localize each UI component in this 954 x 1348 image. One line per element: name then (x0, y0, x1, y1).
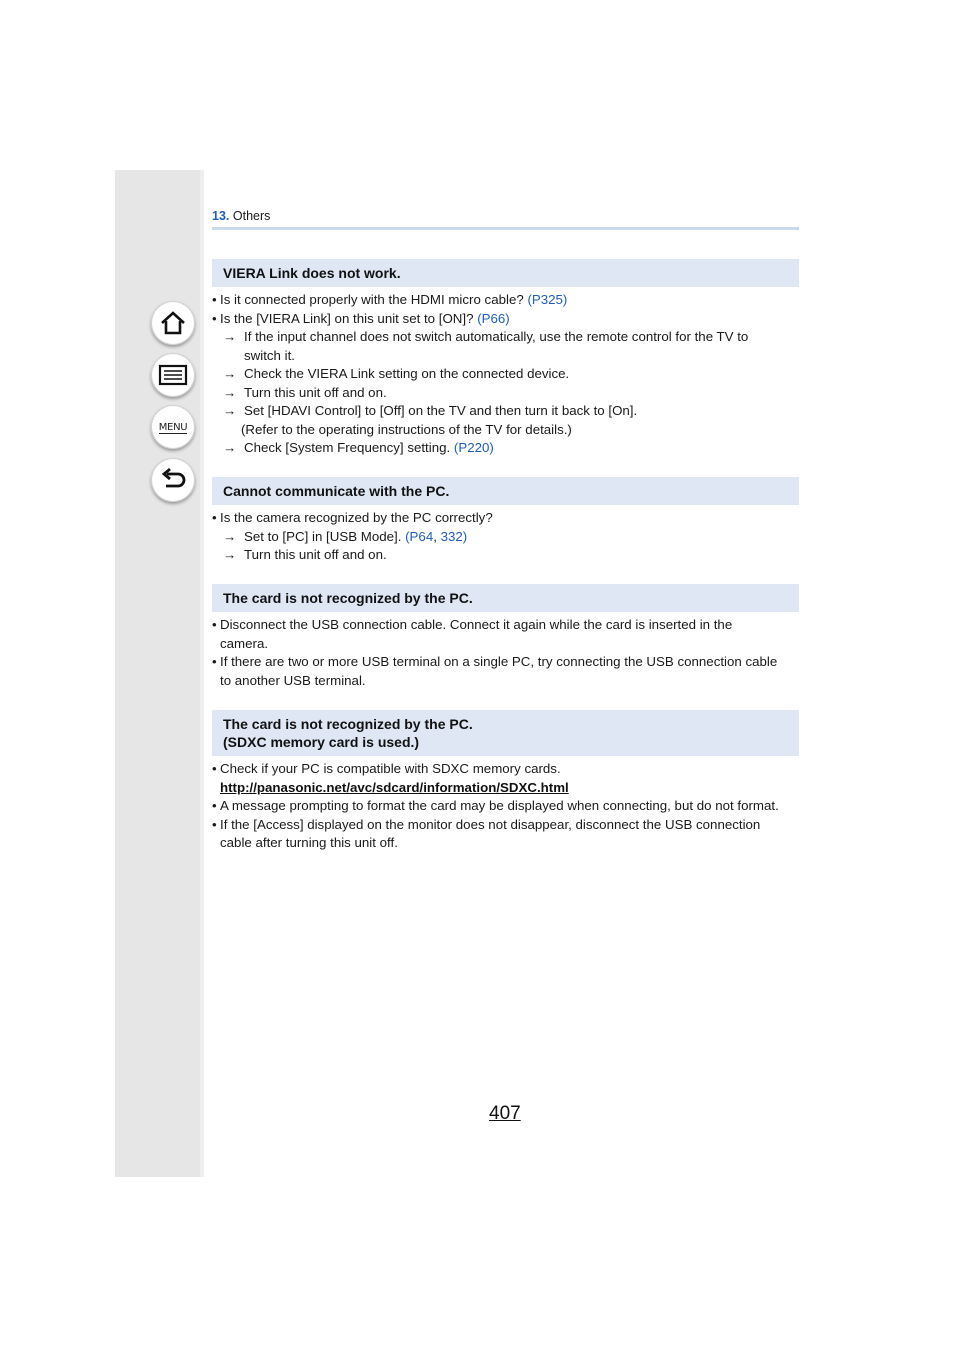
list-item: → Turn this unit off and on. (212, 546, 807, 565)
home-button[interactable] (151, 301, 195, 345)
sdxc-info-link[interactable]: http://panasonic.net/avc/sdcard/information/SDXC.html (220, 779, 569, 795)
section-body-pc-communication (212, 509, 807, 565)
list-item: • A message prompting to format the card may be displayed when connecting, but do not format. (212, 797, 807, 816)
list-item: • Is the camera recognized by the PC correctly? (212, 509, 807, 528)
back-arrow-icon (159, 468, 187, 492)
list-item: → Check [System Frequency] setting. (P220) (212, 439, 807, 458)
list-item: • Check if your PC is compatible with SDXC memory cards. (212, 760, 807, 779)
note-text: (Refer to the operating instructions of the TV for details.) (241, 421, 572, 437)
section-body-card-not-recognized (212, 616, 807, 690)
header-divider (212, 227, 799, 230)
list-item: → Turn this unit off and on. (212, 384, 807, 403)
list-item: • Is the [VIERA Link] on this unit set to [ON]? (P66) (212, 310, 807, 329)
sidebar-edge (200, 170, 204, 1177)
chapter-title: Others (232, 209, 271, 223)
list-item: → Set to [PC] in [USB Mode]. (P64, 332) (212, 528, 807, 547)
page-number: 407 (489, 1103, 521, 1124)
list-item: → If the input channel does not switch automatically, use the remote control for the TV to switch it. (212, 328, 807, 365)
home-icon (159, 310, 187, 336)
list-item: • Is it connected properly with the HDMI micro cable? (P325) (212, 291, 807, 310)
section-body-sdxc (212, 760, 807, 853)
section-body-viera-link (212, 291, 807, 458)
page-link[interactable]: 332) (440, 528, 468, 544)
page-link[interactable]: (P64 (405, 528, 434, 544)
section-heading-pc-communication: Cannot communicate with the PC. (212, 477, 799, 505)
breadcrumb (212, 209, 270, 223)
list-item: • If there are two or more USB terminal on a single PC, try connecting the USB connection cable to another USB terminal. (212, 653, 807, 690)
list-item: → Set [HDAVI Control] to [Off] on the TV and then turn it back to [On]. (212, 402, 807, 421)
page-link[interactable]: (P66) (477, 310, 510, 326)
contents-button[interactable] (151, 353, 195, 397)
page-link[interactable]: (P220) (453, 440, 494, 455)
menu-button[interactable] (151, 405, 195, 449)
chapter-number: 13. (212, 209, 230, 223)
section-heading-viera-link: VIERA Link does not work. (212, 259, 799, 287)
section-heading-card-not-recognized: The card is not recognized by the PC. (212, 584, 799, 612)
list-item: • Disconnect the USB connection cable. Connect it again while the card is inserted in the camera. (212, 616, 807, 653)
list-item: • If the [Access] displayed on the monitor does not disappear, disconnect the USB connection cable after turning this unit off. (212, 816, 807, 853)
list-icon (158, 364, 188, 386)
page-link[interactable]: (P325) (527, 292, 568, 307)
section-heading-sdxc: The card is not recognized by the PC. (SDXC memory card is used.) (212, 710, 799, 756)
back-button[interactable] (151, 458, 195, 502)
menu-label: MENU (158, 421, 188, 433)
list-item: → Check the VIERA Link setting on the connected device. (212, 365, 807, 384)
